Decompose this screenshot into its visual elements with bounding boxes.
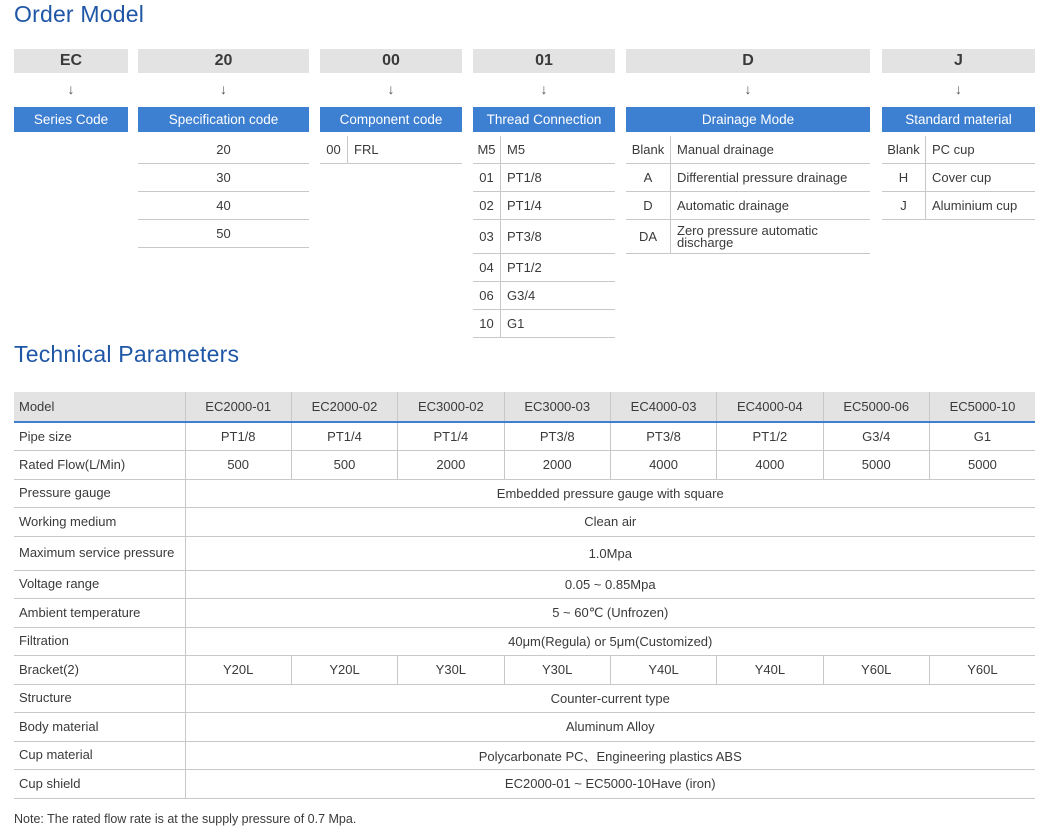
header-cell: EC5000-06 — [823, 392, 929, 422]
param-value: Y60L — [823, 656, 929, 685]
param-value: 5000 — [929, 451, 1035, 480]
option-key: J — [882, 192, 926, 219]
param-name: Cup material — [14, 741, 185, 770]
option-key: DA — [626, 220, 671, 253]
param-name: Bracket(2) — [14, 656, 185, 685]
down-arrow-icon: ↓ — [540, 81, 548, 97]
option-row — [882, 136, 1035, 164]
option-row — [473, 220, 615, 254]
option-row — [473, 136, 615, 164]
code-value: 20 — [138, 49, 309, 73]
option-row — [626, 220, 870, 254]
option-value: G3/4 — [507, 287, 536, 303]
option-key: Blank — [626, 136, 671, 163]
param-value: PT1/4 — [398, 422, 504, 451]
down-arrow-icon: ↓ — [220, 81, 227, 97]
param-name: Cup shield — [14, 770, 185, 799]
option-value: M5 — [507, 141, 526, 157]
option-row — [138, 164, 309, 192]
table-row — [14, 479, 1035, 508]
code-label: Drainage Mode — [626, 107, 870, 132]
option-row — [473, 164, 615, 192]
option-value: Differential pressure drainage — [677, 169, 848, 185]
down-arrow-icon: ↓ — [955, 81, 962, 97]
code-value: EC — [14, 49, 128, 73]
param-value: Y30L — [504, 656, 610, 685]
option-key: A — [626, 164, 671, 191]
option-row — [626, 192, 870, 220]
option-value: 50 — [216, 226, 231, 241]
option-key: 06 — [473, 282, 501, 309]
option-value: PT1/2 — [507, 259, 542, 275]
option-value: Aluminium cup — [932, 197, 1018, 213]
param-name: Filtration — [14, 627, 185, 656]
option-value: 20 — [216, 142, 231, 157]
code-value: 01 — [473, 49, 615, 73]
param-value: Y40L — [610, 656, 716, 685]
param-value: G3/4 — [823, 422, 929, 451]
option-key: 10 — [473, 310, 501, 337]
table-row — [14, 770, 1035, 799]
option-row — [626, 136, 870, 164]
param-value: Embedded pressure gauge with square — [185, 479, 1035, 508]
param-value: 500 — [291, 451, 397, 480]
param-value: Aluminum Alloy — [185, 713, 1035, 742]
param-value: PT1/4 — [291, 422, 397, 451]
option-row — [473, 254, 615, 282]
param-value: G1 — [929, 422, 1035, 451]
option-key: 04 — [473, 254, 501, 281]
order-col-material — [882, 49, 1035, 220]
param-value: Y20L — [291, 656, 397, 685]
option-value: Cover cup — [932, 169, 992, 185]
param-value: 2000 — [504, 451, 610, 480]
option-row — [138, 220, 309, 248]
header-cell: EC2000-02 — [291, 392, 397, 422]
param-value: PT1/8 — [185, 422, 291, 451]
option-row — [473, 282, 615, 310]
header-cell: EC5000-10 — [929, 392, 1035, 422]
header-cell: EC3000-03 — [504, 392, 610, 422]
table-row — [14, 684, 1035, 713]
header-cell: EC2000-01 — [185, 392, 291, 422]
order-model-title: Order Model — [14, 1, 145, 27]
down-arrow-icon: ↓ — [67, 81, 75, 97]
param-name: Structure — [14, 684, 185, 713]
param-name: Maximum service pressure — [14, 536, 185, 570]
param-name: Pipe size — [14, 422, 185, 451]
param-value: 40μm(Regula) or 5μm(Customized) — [185, 627, 1035, 656]
param-value: Counter-current type — [185, 684, 1035, 713]
param-value: Y40L — [717, 656, 823, 685]
option-value: PT3/8 — [507, 228, 542, 244]
param-value: Clean air — [185, 508, 1035, 537]
code-label: Specification code — [138, 107, 309, 132]
param-value: EC2000-01 ~ EC5000-10Have (iron) — [185, 770, 1035, 799]
order-col-thread — [473, 49, 615, 338]
option-row — [138, 136, 309, 164]
option-key: M5 — [473, 136, 501, 163]
footnote: Note: The rated flow rate is at the supply pressure of 0.7 Mpa. — [14, 812, 357, 826]
option-value: PT1/4 — [507, 197, 542, 213]
param-value: 0.05 ~ 0.85Mpa — [185, 570, 1035, 599]
table-row — [14, 570, 1035, 599]
param-value: 5 ~ 60℃ (Unfrozen) — [185, 599, 1035, 628]
option-value: PC cup — [932, 141, 975, 157]
option-value: PT1/8 — [507, 169, 542, 185]
option-row — [882, 192, 1035, 220]
option-row — [626, 164, 870, 192]
code-label: Standard material — [882, 107, 1035, 132]
code-label: Component code — [320, 107, 462, 132]
option-value: FRL — [354, 141, 379, 157]
option-key: 03 — [473, 220, 501, 253]
param-value: 1.0Mpa — [185, 536, 1035, 570]
param-value: Polycarbonate PC、Engineering plastics ABS — [185, 741, 1035, 770]
option-key: 00 — [320, 136, 348, 163]
option-row — [320, 136, 462, 164]
table-row — [14, 713, 1035, 742]
param-value: 500 — [185, 451, 291, 480]
param-value: PT3/8 — [504, 422, 610, 451]
header-cell: Model — [14, 392, 185, 422]
table-row — [14, 536, 1035, 570]
header-cell: EC4000-03 — [610, 392, 716, 422]
option-key: Blank — [882, 136, 926, 163]
param-name: Body material — [14, 713, 185, 742]
tech-params-title: Technical Parameters — [14, 341, 240, 367]
code-value: D — [626, 49, 870, 73]
table-row — [14, 451, 1035, 480]
option-value: Automatic drainage — [677, 197, 790, 213]
option-key: 01 — [473, 164, 501, 191]
code-label: Series Code — [14, 107, 128, 132]
header-cell: EC4000-04 — [717, 392, 823, 422]
param-name: Voltage range — [14, 570, 185, 599]
param-value: PT3/8 — [610, 422, 716, 451]
option-key: H — [882, 164, 926, 191]
down-arrow-icon: ↓ — [744, 81, 752, 97]
param-value: Y30L — [398, 656, 504, 685]
order-col-series — [14, 49, 128, 132]
param-value: 5000 — [823, 451, 929, 480]
option-row — [473, 192, 615, 220]
tech-params-table — [14, 392, 1035, 799]
option-row — [473, 310, 615, 338]
param-name: Rated Flow(L/Min) — [14, 451, 185, 480]
option-value: 30 — [216, 170, 231, 185]
param-name: Ambient temperature — [14, 599, 185, 628]
option-value: 40 — [216, 198, 231, 213]
param-value: 2000 — [398, 451, 504, 480]
down-arrow-icon: ↓ — [387, 81, 395, 97]
table-row — [14, 741, 1035, 770]
param-value: PT1/2 — [717, 422, 823, 451]
option-row — [138, 192, 309, 220]
option-row — [882, 164, 1035, 192]
code-label: Thread Connection — [473, 107, 615, 132]
table-row — [14, 422, 1035, 451]
order-col-drainage — [626, 49, 870, 254]
order-col-spec — [138, 49, 309, 248]
param-name: Pressure gauge — [14, 479, 185, 508]
option-value: Manual drainage — [677, 141, 774, 157]
table-header-row — [14, 392, 1035, 422]
order-col-component — [320, 49, 462, 164]
option-value: Zero pressure automatic discharge — [677, 222, 818, 250]
code-value: 00 — [320, 49, 462, 73]
table-row — [14, 599, 1035, 628]
code-value: J — [882, 49, 1035, 73]
option-key: 02 — [473, 192, 501, 219]
table-row — [14, 656, 1035, 685]
table-row — [14, 508, 1035, 537]
param-value: Y60L — [929, 656, 1035, 685]
option-key: D — [626, 192, 671, 219]
param-value: 4000 — [717, 451, 823, 480]
header-cell: EC3000-02 — [398, 392, 504, 422]
option-value: G1 — [507, 315, 525, 331]
param-value: Y20L — [185, 656, 291, 685]
param-value: 4000 — [610, 451, 716, 480]
param-name: Working medium — [14, 508, 185, 537]
table-row — [14, 627, 1035, 656]
